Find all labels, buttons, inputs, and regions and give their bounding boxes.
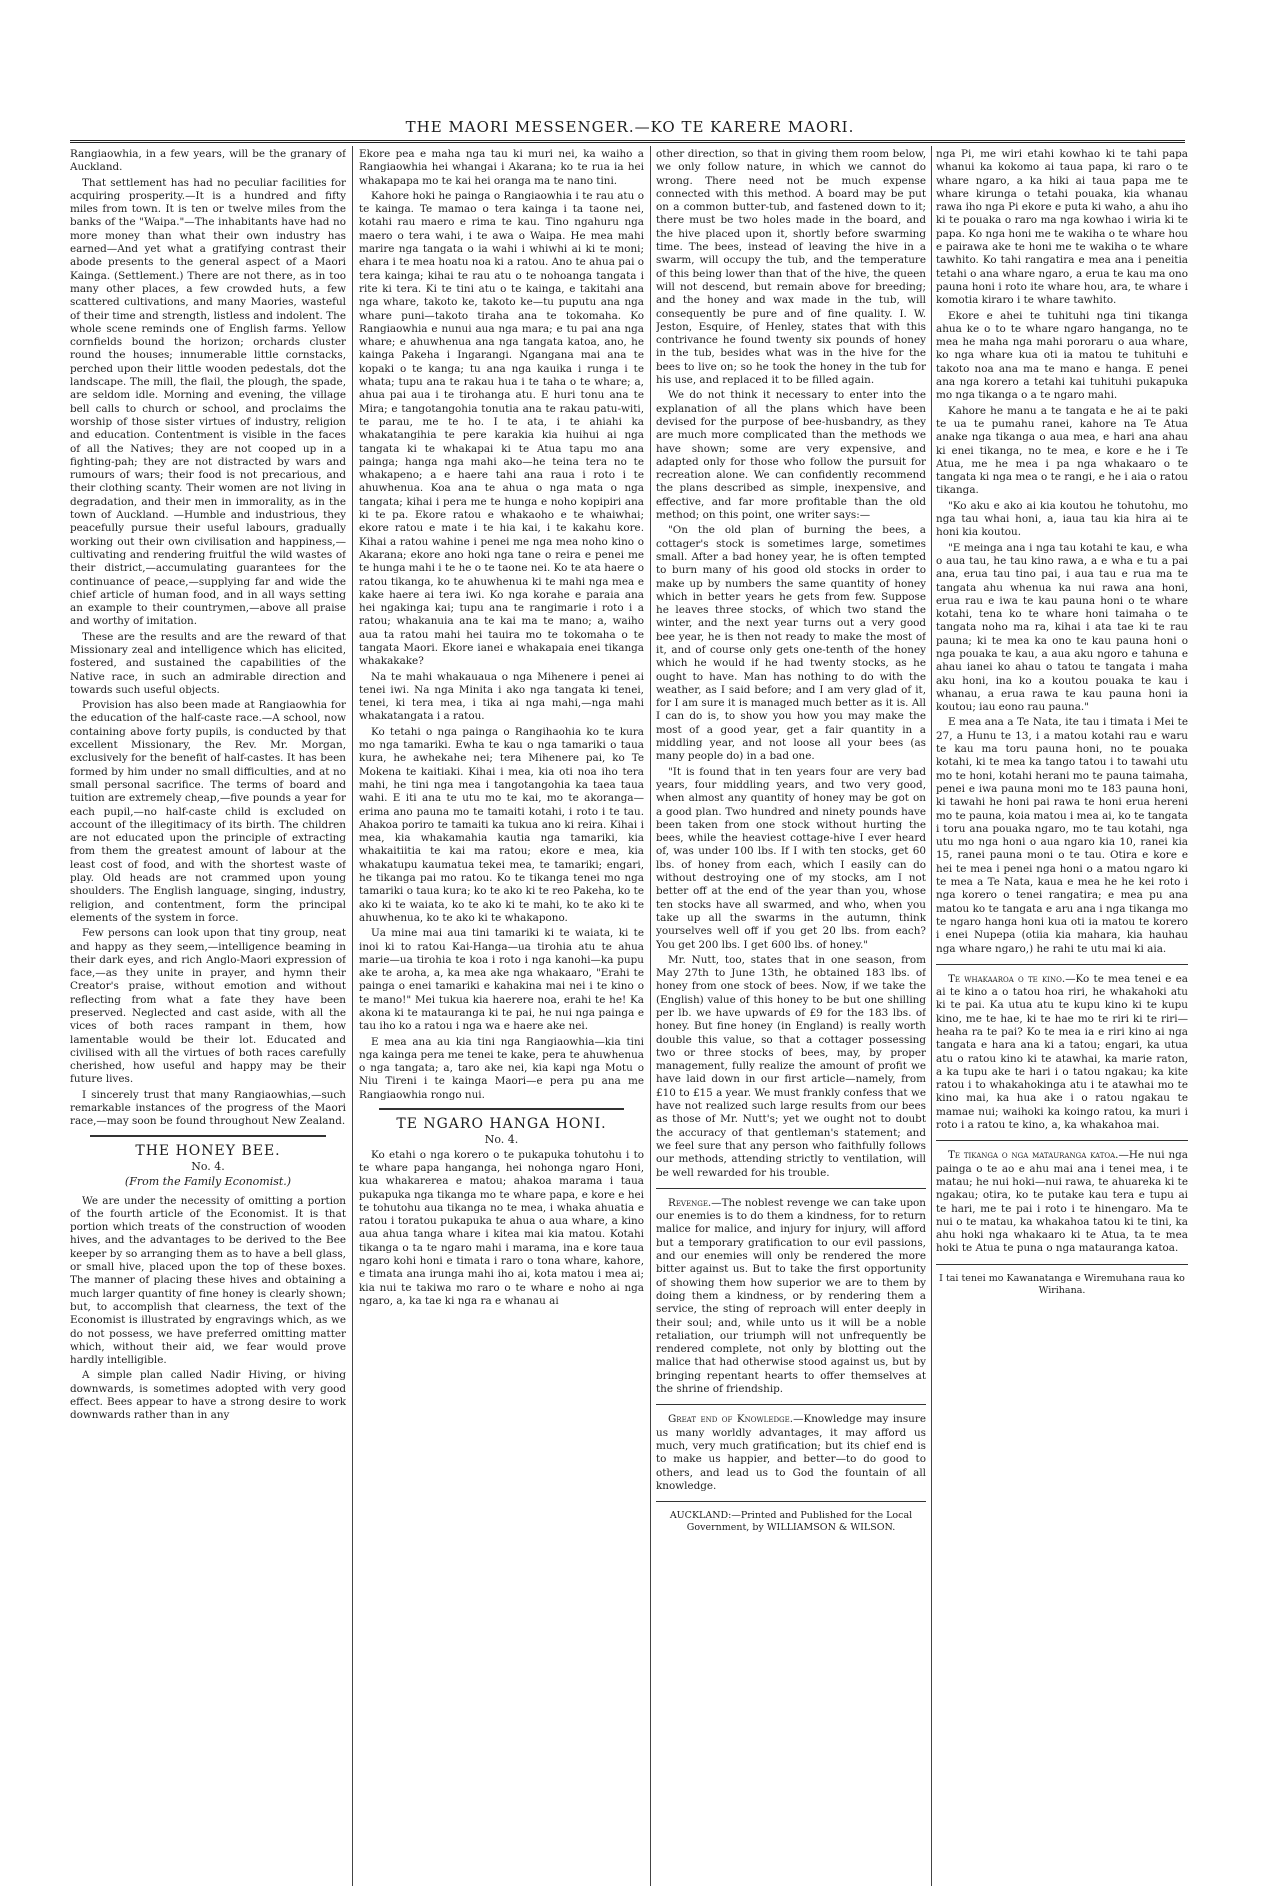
paragraph: A simple plan called Nadir Hiving, or hiving downwards, is sometimes adopted with very good effect. Bees appear to have a strong desire to work downwards rather than in any <box>70 1369 346 1422</box>
column-divider <box>352 146 353 1886</box>
section-divider <box>936 1264 1188 1265</box>
paragraph: Ua mine mai aua tini tamariki ki te waiata, ki te inoi ki to ratou Kai-Hanga—ua tirohia atu te ahua marie—ua tirohia te koa i roto i nga kanohi—ka pupu ake te aroha, a, ka mea ake nga whakaaro, "Erahi te painga o enei tamariki e kahakina mai nei i te kino o te mano!" Mei tukua kia haerere noa, erahi te he! Ka akona ki te matauranga ki te pai, he nui nga painga e tau iho ko a ratou i nga wa e haere ake nei. <box>359 927 644 1033</box>
paragraph: Ekore pea e maha nga tau ki muri nei, ka waiho a Rangiaowhia hei whangai i Akarana; ko te rua ia hei whakapapa mo te kai hei oranga ma te nano tini. <box>359 148 644 187</box>
paragraph: Ekore e ahei te tuhituhi nga tini tikanga ahua ke o to te whare ngaro hanganga, no te mea he maha nga mahi pororaru o aua whare, ko nga whare kua oti ia matou te tuhituhi e takoto noa ana ma te mano e hanga. E penei ana nga korero a tetahi kai tuhituhi pukapuka mo nga tikanga o a te ngaro mahi. <box>936 309 1188 402</box>
column-divider <box>650 146 651 1886</box>
paragraph: Kahore hoki he painga o Rangiaowhia i te rau atu o te kainga. Te mamao o tera kainga i ta taone nei, kotahi rau maero e rima te kau. Tino ngahuru nga maero o tera wahi, i te awa o Waipa. He mea mahi marire nga tangata o ia wahi i whiwhi ai ki te moni; ehara i te mea hoatu noa ki a ratou. Ano te ahua pai o tera kainga; kihai te rau atu o te nohoanga tangata i rite ki tera. Ki te tini atu o te kainga, e takitahi ana nga whare, takoto ke, takoto ke—tu puputu ana nga whare puni—takoto tiraha ana te tokomaha. Ko Rangiaowhia e nunui aua nga mara; e tu pai ana nga whare; e ahuwhenua ana nga tangata katoa, ano, he kainga Pakeha i Ingarangi. Ngangana mai ana te kopaki o te kanga; tu ana nga kauika i runga i te whata; tupu ana te rakau hua i te taha o te whare; a, ahua pai aua i te tirohanga atu. E huri tonu ana te Mira; e tangotangohia tonutia ana te rakau patu-witi, te parau, me te ho. I te ata, i te ahiahi ka whakatangihia te pere karakia kia huihui ai nga tangata ki te whakapai ki te Atua tapu mo ana painga; hanga nga mahi ako—he teina tera no te whakapeno; a e haere tahi ana raua i roto i te ahuwhenua. Koa ana te ahua o nga mata o nga tangata; kihai i pera me te hunga e noho kopipiri ana ki te pa. Ekore ratou e whakaoho e te whaiwhai; ekore ratou e mate i te hia kai, i te kakahu kore. Kihai a ratou wahine i penei me nga mea noho kino o Akarana; ekore ano hoki nga tane o reira e penei me te hunga mahi i te he o te taone nei. Ko te ata haere o ratou tikanga, ko te ahuwhenua ki te mahi nga mea e kake haere ai tera iwi. Ko nga korahe e paraia ana hei ngakinga kai; tupu ana te rangimarie i roto i a ratou; whakanuia ana te kai ma te mano; a, waiho aua ta ratou mahi hei tauira mo te tokomaha o te tangata Maori. Ekore ianei e whakapaia enei tikanga whakakake? <box>359 189 644 668</box>
section-divider <box>936 1140 1188 1141</box>
paragraph: Provision has also been made at Rangiaowhia for the education of the half-caste race.—A school, now containing above forty pupils, is conducted by that excellent Missionary, the Rev. Mr. Morgan, exclusively for the benefit of half-castes. It has been formed by him under no small difficulties, and at no small personal sacrifice. The terms of board and tuition are extremely cheap,—five pounds a year for each pupil,—no half-caste child is excluded on account of the illegitimacy of its birth. The children are not educated upon the principle of extracting from them the greatest amount of labour at the least cost of food, and with the shortest waste of play. Old heads are not crammed upon young shoulders. The English language, singing, industry, religion, and contentment, form the principal elements of the system in force. <box>70 699 346 924</box>
paragraph: E mea ana a Te Nata, ite tau i timata i Mei te 27, a Hunu te 13, i a matou kotahi rau e waru te kau ma toru pauna honi, no te pouaka kotahi, ki te mea ka tango tatou i to tawahi utu mo te honi, kotahi herani mo te pauna taimaha, penei e iwa pauna moni mo te 183 pauna honi, ki tawahi he honi pai rawa te honi erua hereni mo te pauna, koia matou i mea ai, ko te tangata i toru ana pouaka ngaro, mo te tau kotahi, nga utu mo nga honi o aua ngaro kia 10, ranei kia 15, ranei pauna moni o te tau. Otira e kore e hei te mea i penei nga honi o a matou ngaro ki te mea a Te Nata, kaua e mea he he kei roto i nga korero o tenei rangatira; e mea pu ana matou ko te tangata e aru ana i nga tikanga mo te ngaro hanga honi kua oti ia matou te korero i enei Nupepa (otiia kia mahara, kia hauhau nga whare ngaro,) he rahi te utu mai ki aia. <box>936 716 1188 955</box>
column-4 <box>936 148 1188 1848</box>
paragraph: Ko etahi o nga korero o te pukapuka tohutohu i to te whare papa hanganga, hei nohonga ngaro Honi, kua whakarerea e matou; ahakoa marama i taua pukapuka nga tikanga mo te whare papa, e kore e hei te tohutohu aua tikanga no te mea, i whaka ahuatia e ratou i toratou pukapuka te ahua o aua whare, a kino aua ahua tanga whare i kitea mai kia matou. Kotahi tikanga o ta te ngaro mahi i marama, ina e kore taua ngaro kohi honi e timata i raro o tona whare, kahore, e timata ana irunga mahi iho ai, kota matou i mea ai; kia nui te takiwa mo raro o te whare e noho ai nga ngaro, a, ka tae ki nga ra e whanau ai <box>359 1148 644 1307</box>
paragraph: other direction, so that in giving them room below, we only follow nature, in which we cannot do wrong. There need not be much expense connected with this method. A board may be put on a common butter-tub, and fastened down to it; there must be two holes made in the board, and the hive placed upon it, shortly before swarming time. The bees, instead of leaving the hive in a swarm, will occupy the tub, and the temperature of this being lower than that of the hive, the queen will not descend, but remain above for breeding; and the honey and wax made in the tub, will consequently be pure and of fine quality. I. W. Jeston, Esquire, of Henley, states that with this contrivance he found twenty six pounds of honey in the tub, besides what was in the hive for the bees to live on; so he took the honey in the tub for his use, and replaced it to be filled again. <box>656 148 926 387</box>
paragraph: "E meinga ana i nga tau kotahi te kau, e wha o aua tau, he tau kino rawa, a e wha e tu a pai ana, erua tau tino pai, i aua tau e rua ma te tangata ahu whenua ka nui rawa ana honi, erua rau e iwa te kau pauna honi o te whare kotahi, tena ko te whare honi taimaha o te tangata noho ma ra, kihai i ata tae ki te rau pauna; ki te mea ka ono te kau pauna honi o nga pouaka te kau, a aua aku ngoro e tahuna e ahau ianei ko ahau o tatou te tangata i maha aku honi, ina ko a koutou pouaka te kau i whanau, a erua rawa te kau pauna honi ia koutou; iau eono rau pauna." <box>936 541 1188 714</box>
paragraph-heading: Te tikanga o nga matauranga katoa. <box>948 1149 1119 1162</box>
column-2 <box>359 148 644 1888</box>
paragraph: These are the results and are the reward of that Missionary zeal and intelligence which has elicited, fostered, and sustained the capabilities of the Native race, in such an admirable direction and towards such useful objects. <box>70 630 346 696</box>
paragraph: Few persons can look upon that tiny group, neat and happy as they seem,—intelligence beaming in their dark eyes, and rich Anglo-Maori expression of face,—as they unite in prayer, and hymn their Creator's praise, without emotion and without reflecting from what a fate they have been preserved. Neglected and cast aside, with all the vices of both races rampant in them, how lamentable would be their lot. Educated and civilised with all the virtues of both races carefully cherished, how useful and happy may be their future lives. <box>70 927 346 1086</box>
section-divider <box>379 1108 624 1110</box>
imprint: I tai tenei mo Kawanatanga e Wiremuhana raua ko Wirihana. <box>939 1272 1185 1296</box>
paragraph: Ko tetahi o nga painga o Rangihaohia ko te kura mo nga tamariki. Ewha te kau o nga tamariki o taua kura, he awhekahe nei; tera Mihenere pai, ko Te Mokena te kaitiaki. Kihai i mea, kia oti noa iho tera mahi, he tini nga mea i tangotangohia ka taea taua wahi. E iti ana te utu mo te kai, mo te akoranga—erima ano pauna mo te tamaiti kotahi, i roto i te tau. Ahakoa poriro te tamaiti ka tukua ano ki reira. Kihai i mea, kia whakamahia kautia nga tamariki, kia whakaitiitia te kai ma ratou; ekore e mea, kia whakatupu kaumatua tekei mea, te tamariki; engari, he tikanga pai mo ratou. Ko te tikanga tenei mo nga tamariki o taua kura; ko te ako ki te reo Pakeha, ko te ako ki te waiata, ko te ako ki te mahi, ko te ako ki te ahuwhenua, ko te ako ki te whakapono. <box>359 725 644 924</box>
section-divider <box>656 1404 926 1405</box>
paragraph: "Ko aku e ako ai kia koutou he tohutohu, mo nga tau whai honi, a, iaua tau kia hira ai te honi kia koutou. <box>936 499 1188 539</box>
paragraph-knowledge <box>656 1413 926 1493</box>
paragraph: E mea ana au kia tini nga Rangiaowhia—kia tini nga kainga pera me tenei te kake, pera te ahuwhenua o nga tangata; a, taro ake nei, kia kapi nga Motu o Niu Tireni i te kainga Maori—e pera pu ana me Rangiaowhia rongo nui. <box>359 1035 644 1101</box>
imprint: AUCKLAND:—Printed and Published for the Local Government, by WILLIAMSON & WILSON. <box>669 1510 913 1534</box>
paragraph: Rangiaowhia, in a few years, will be the granary of Auckland. <box>70 148 346 174</box>
paragraph-heading: Great end of Knowledge. <box>668 1413 794 1426</box>
paragraph: We do not think it necessary to enter into the explanation of all the plans which have been devised for the purpose of bee-husbandry, as they are much more complicated than the methods we have shown; some are very expensive, and adapted only for those who follow the pursuit for recreation alone. We can confidently recommend the plans described as simple, inexpensive, and effective, and far more profitable than the old method; on this point, one writer says:— <box>656 389 926 522</box>
column-1 <box>70 148 346 1888</box>
section-divider <box>656 1501 926 1502</box>
paragraph-text: —Ko te mea tenei e ea ai te kino a o tatou hoa riri, he whakahoki atu ki te pai. Ka utua atu te kupu kino ki te kupu kino, me te hae, ki te hae mo te riri ki te riri—heaha ra te pai? Ko te mea ia e riri kino ai nga tangata e hara ana ki a tatou; engari, ka utua atu o ratou kino ki te atawhai, ka marie raton, a ka tupu ake te hari i o tatou ngakau; ka kite ratou i to whakahokinga atu i te atawhai mo te kino mai, ka hua ake i o ratou ngakau te mamae nui; waihoki ka koingo ratou, ka muri i roto i a ratou te kino, a, ka whakahoa mai. <box>936 972 1188 1132</box>
paragraph-text: —The noblest revenge we can take upon our enemies is to do them a kindness, for to return malice for malice, and injury for injury, will afford but a temporary gratification to our evil passions, and our enemies will only be rendered the more bitter against us. But to take the first opportunity of showing them how superior we are to them by doing them a kindness, or by rendering them a service, the sting of reproach will enter deeply in their soul; and, while unto us it will be a noble retaliation, our triumph will not unfrequently be rendered complete, not only by blotting out the malice that had otherwise stood against us, but by bringing repentant hearts to offer themselves at the shrine of friendship. <box>656 1196 926 1396</box>
paragraph: "On the old plan of burning the bees, a cottager's stock is sometimes large, sometimes small. After a bad honey year, he is often tempted to burn many of his good old stocks in order to make up by numbers the same quantity of honey which in better years he gets from few. Suppose he leaves three stocks, of which two stand the winter, and the next year turns out a very good bee year, he is then not ready to make the most of it, and of course only gets one-tenth of the honey which he would if he had twenty stocks, as he ought to have. Man has nothing to do with the weather, as I said before; and I am very glad of it, for I am sure it is managed much better as it is. All I can do is, to show you how you may make the most of a good year, get a fair quantity in a middling year, and not loose all your bees (as many people do) in a bad one. <box>656 524 926 763</box>
paragraph-text: —Knowledge may insure us many worldly advantages, it may afford us much, very much gratification; but its chief end is to make us happier, and better—to do good to others, and lead us to God the fountain of all knowledge. <box>656 1413 926 1492</box>
section-divider <box>936 964 1188 965</box>
column-3 <box>656 148 926 1888</box>
paragraph: nga Pi, me wiri etahi kowhao ki te tahi papa whanui ka kokomo ai taua papa, ki raro o te whare ngaro, a ka hiki ai taua papa me te whare kirunga o tetahi pouaka, kia whanau rawa iho nga Pi ekore e puta ki waho, a ahu iho ki te pouaka o raro ma nga kowhao i wiria ki te papa. Ko nga honi me te wakiha o te whare hou e pairawa ake te honi me te wakiha o te whare tawhito. Ko tahi rangatira e mea ana i peneitia tetahi o ana whare ngaro, a erua te kau ma ono pauna honi i roto ite whare hou, ara, te whare i komotia kiraro i te whare tawhito. <box>936 148 1188 307</box>
masthead: THE MAORI MESSENGER.—KO TE KARERE MAORI. <box>405 118 855 136</box>
column-divider <box>931 146 932 1886</box>
paragraph: "It is found that in ten years four are very bad years, four middling years, and two very good, when almost any quantity of honey may be got on a good plan. Two hundred and ninety pounds have been taken from one stock without hurting the bees, while the heaviest cottage-hive I ever heard of, was under 100 lbs. If I with ten stocks, get 60 lbs. of honey from each, which I easily can do without destroying one of my stocks, am I not better off at the end of the year than you, whose ten stocks have all swarmed, and who, when you take up all the swarms in the autumn, think yourselves well off if you get 20 lbs. from each? You get 200 lbs. I get 600 lbs. of honey." <box>656 765 926 951</box>
paragraph-heading: Te whakaaroa o te kino. <box>948 972 1066 985</box>
paragraph: Mr. Nutt, too, states that in one season, from May 27th to June 13th, he obtained 183 lbs. of honey from one stock of bees. Now, if we take the (English) value of this honey to be but one shilling per lb. we have upwards of £9 for the 183 lbs. of honey. But fine honey (in England) is really worth double this value, so that a cottager possessing two or three stocks of bees, may, by proper management, fully realize the amount of profit we have laid down in our first article—namely, from £10 to £15 a year. We must frankly confess that we have not realized such large results from our bees as those of Mr. Nutt's; yet we ought not to doubt the accuracy of that gentleman's statement; and we feel sure that any person who faithfully follows our methods, attending strictly to ventilation, will be well rewarded for his trouble. <box>656 953 926 1179</box>
section-divider <box>90 1135 326 1137</box>
article-number: No. 4. <box>191 1159 225 1173</box>
article-title: TE NGARO HANGA HONI. <box>396 1116 607 1133</box>
paragraph: I sincerely trust that many Rangiaowhias,—such remarkable instances of the progress of the Maori race,—may soon be found throughout New Zealand. <box>70 1088 346 1128</box>
paragraph-whakaaro <box>936 973 1188 1133</box>
section-divider <box>656 1188 926 1189</box>
masthead-rule <box>70 140 1185 143</box>
article-source: (From the Family Economist.) <box>124 1175 292 1189</box>
paragraph: Kahore he manu a te tangata e he ai te paki te ua te pumahu ranei, kahore na Te Atua anake nga tikanga o aua mea, e hari ana ahau ki enei tikanga, no te mea, e kore e he i Te Atua, me he mea i pa nga whakaaro o te tangata ki nga mea o te rangi, e he i aia o ratou tikanga. <box>936 404 1188 497</box>
paragraph: That settlement has had no peculiar facilities for acquiring prosperity.—It is a hundred and fifty miles from town. It is ten or twelve miles from the banks of the "Waipa."—The inhabitants have had no more money than what their own industry has earned—And yet what a gratifying contrast their abode presents to the general aspect of a Maori Kainga. (Settlement.) There are not there, as in too many other places, a few crowded huts, a few scattered cultivations, and many Maories, wasteful of their time and strength, listless and indolent. The whole scene reminds one of English farms. Yellow cornfields bound the horizon; orchards cluster round the houses; innumerable little cornstacks, perched upon their little wooden pedestals, dot the landscape. The mill, the flail, the plough, the spade, are seldom idle. Morning and evening, the village bell calls to church or school, and proclaims the worship of those sister virtues of industry, religion and education. Contentment is visible in the faces of all the Natives; they are not cooped up in a fighting-pah; they are not distracted by wars and rumours of wars; their food is not precarious, and their clothing scanty. Their women are not living in degradation, and their men in immorality, as in the town of Auckland. —Humble and industrious, they peacefully pursue their useful labours, gradually working out their own civilisation and happiness,—cultivating and rendering fruitful the wild wastes of their district,—accumulating guarantees for the continuance of peace,—supplying far and wide the chief article of human food, and in all ways setting an example to their countrymen,—above all praise and worthy of imitation. <box>70 176 346 628</box>
paragraph: Na te mahi whakauaua o nga Mihenere i penei ai tenei iwi. Na nga Minita i ako nga tangata ki tenei, tenei, ki tera mea, i tika ai nga mahi,—nga mahi whakatangata i a ratou. <box>359 670 644 723</box>
article-number: No. 4. <box>484 1133 519 1147</box>
paragraph-heading: Revenge. <box>668 1196 712 1209</box>
paragraph-tikanga <box>936 1149 1188 1255</box>
paragraph-text: —He nui nga painga o te ao e ahu mai ana i tenei mea, i te matau; he nui hoki—nui rawa, te ahuareka ki te ngakau; otira, ko te putake kau tera e tupu ai te hari, me te pai i roto i te hinengaro. Ma te nui o te matau, ka whakahoa tatou ki te tini, ka ahu hoki nga whakaaro ki te Atua, ta te mea hoki te Atua te puna o nga matauranga katoa. <box>936 1149 1188 1255</box>
paragraph-revenge <box>656 1197 926 1396</box>
paragraph: We are under the necessity of omitting a portion of the fourth article of the Economist. It is that portion which treats of the construction of wooden hives, and the advantages to be derived to the Bee keeper by so arranging them as to have a bell glass, or small hive, placed upon the top of these boxes. The manner of placing these hives and obtaining a much larger quantity of fine honey is clearly shown; but, to accomplish that clearness, the text of the Economist is illustrated by engravings which, as we do not possess, we have preferred omitting matter which, without their aid, we fear would prove hardly intelligible. <box>70 1194 346 1367</box>
article-title: THE HONEY BEE. <box>135 1142 281 1159</box>
